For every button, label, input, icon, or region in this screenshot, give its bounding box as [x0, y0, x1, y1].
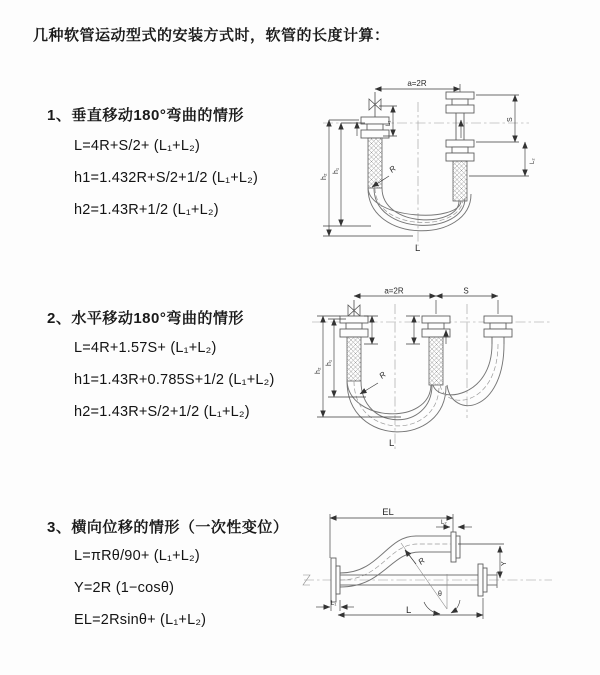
- left-flange: [331, 558, 340, 602]
- radius-label: R: [377, 369, 388, 381]
- dimension-span: [354, 287, 498, 315]
- length-label: L: [406, 605, 412, 616]
- s-label: S: [507, 117, 514, 122]
- length-label: L: [415, 243, 421, 254]
- upper-right-flange: [451, 532, 460, 562]
- hose-s-curve: [340, 536, 451, 587]
- h2-label: h₂: [315, 367, 322, 374]
- formula: L=4R+S/2+ (L₁+L₂): [74, 138, 200, 154]
- h2-label: h₂: [321, 173, 328, 180]
- formula: h2=1.43R+1/2 (L₁+L₂): [74, 202, 219, 218]
- angle-label: θ: [438, 591, 442, 598]
- formula: h1=1.432R+S/2+1/2 (L₁+L₂): [74, 170, 259, 186]
- valve-icon: [348, 300, 360, 316]
- centerlines: [323, 102, 529, 246]
- l1-label: L₁: [331, 601, 337, 607]
- dimension-l1: [316, 600, 354, 611]
- right-pipe-flanges: [446, 92, 474, 201]
- diagram-horizontal-180-bend: [306, 286, 558, 458]
- formula: L=4R+1.57S+ (L₁+L₂): [74, 340, 217, 356]
- section-2-heading: 2、水平移动180°弯曲的情形: [47, 310, 244, 327]
- radius-label: R: [416, 555, 427, 567]
- length-label: L: [389, 438, 395, 449]
- middle-pipe-flange: [422, 316, 450, 385]
- radius-label: R: [387, 163, 398, 175]
- h1-label: h₁: [333, 167, 340, 174]
- hose-u-curves-left: [347, 381, 446, 432]
- section-1-heading: 1、垂直移动180°弯曲的情形: [47, 107, 244, 124]
- section-3-heading: 3、横向位移的情形（一次性变位）: [47, 519, 289, 536]
- l2-label: L₂: [530, 158, 536, 164]
- h1-label: h₁: [326, 359, 333, 366]
- valve-icon: [369, 92, 381, 117]
- dimension-l: [338, 598, 483, 619]
- diagram-vertical-180-bend: [313, 76, 549, 254]
- dimension-s: [469, 95, 536, 176]
- page-title: 几种软管运动型式的安装方式时，软管的长度计算：: [33, 27, 390, 44]
- left-pipe-flange: [340, 316, 368, 381]
- formula: h1=1.43R+0.785S+1/2 (L₁+L₂): [74, 372, 275, 388]
- l1-label: L₁: [386, 120, 392, 126]
- span-label: a=2R: [384, 286, 404, 296]
- s-label: S: [463, 286, 469, 296]
- formula: L=πRθ/90+ (L₁+L₂): [74, 548, 200, 564]
- l2-label: L₂: [441, 520, 447, 526]
- formula: EL=2Rsinθ+ (L₁+L₂): [74, 612, 207, 628]
- y-label: Y: [501, 561, 508, 566]
- right-pipe-flange: [484, 316, 512, 344]
- formula: h2=1.43R+S/2+1/2 (L₁+L₂): [74, 404, 250, 420]
- formula: Y=2R (1−cosθ): [74, 580, 175, 596]
- left-pipe-flange: [361, 117, 389, 188]
- span-label: a=2R: [407, 79, 427, 88]
- dimension-l2: [436, 520, 472, 527]
- radius-callout: [360, 370, 388, 394]
- diagram-lateral-displacement: [300, 502, 565, 647]
- hose-u-curves-right: [433, 344, 504, 406]
- dimension-el: [330, 507, 453, 558]
- el-label: EL: [382, 507, 394, 518]
